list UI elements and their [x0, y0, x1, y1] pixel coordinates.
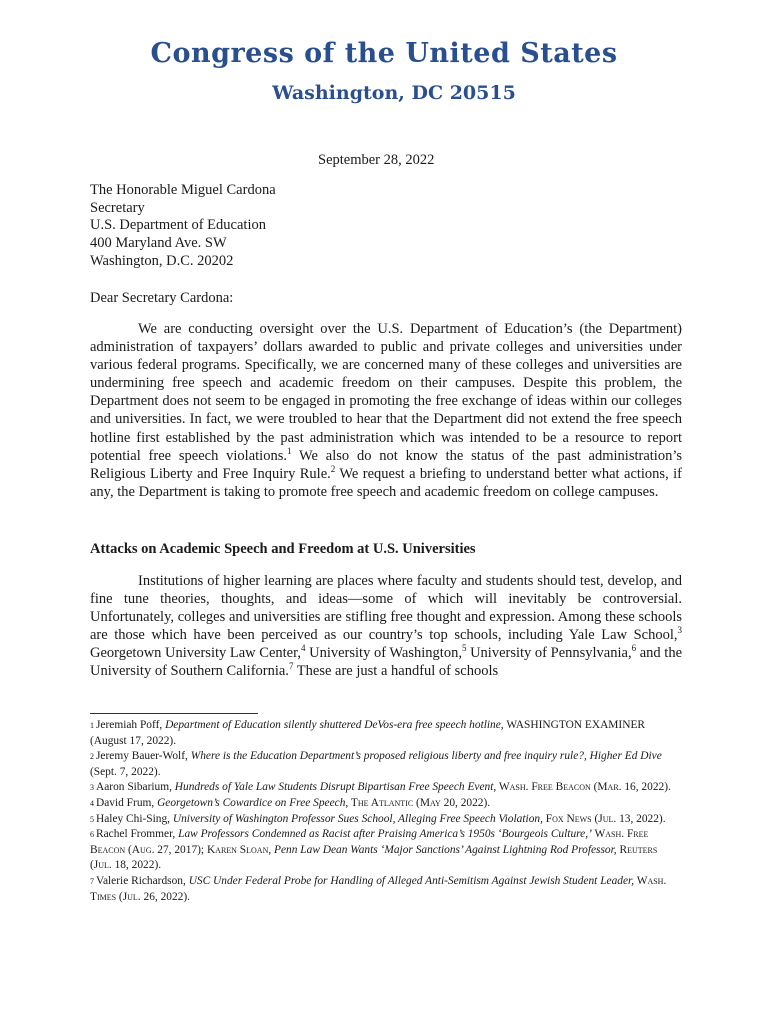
footnote-number: 2: [90, 752, 94, 762]
footnote-4: [90, 796, 680, 812]
footnote-number: 7: [90, 876, 94, 886]
footnote-2: [90, 749, 680, 780]
footnote-ref-5[interactable]: 5: [461, 643, 467, 654]
recipient-city: Washington, D.C. 20202: [90, 252, 234, 269]
para1-text-b: We also do not know the status of the past administration’s Religious Liberty and Free Inquiry Rule.: [90, 447, 682, 482]
footnote-title-2: Penn Law Dean Wants ‘Major Sanctions’ Against Lightning Rod Professor,: [274, 843, 617, 856]
para2-text-a: Institutions of higher learning are places where faculty and students should test, develop, and fine tune theories, thoughts, and ideas—some of which will inevitably be controversial. Unfortunately, colleges and universities are stifling free thought and expression. Among these schools are those which have been perceived as our country’s top schools, including Yale Law School,: [90, 573, 682, 644]
footnote-author: Valerie Richardson,: [96, 874, 189, 887]
footnote-title: Georgetown’s Cowardice on Free Speech,: [157, 796, 349, 809]
letterhead-subtitle: Washington, DC 20515: [272, 82, 516, 104]
footnote-source: Fox News (Jul. 13, 2022).: [542, 812, 666, 825]
footnote-author: Rachel Frommer,: [96, 828, 179, 841]
footnote-source: Wash. Free Beacon (Aug. 27, 2017); Karen Sloan,: [90, 828, 649, 856]
footnote-title: Hundreds of Yale Law Students Disrupt Bipartisan Free Speech Event,: [174, 781, 497, 794]
para1-text-a: We are conducting oversight over the U.S. Department of Education’s (the Department) administration of taxpayers’ dollars awarded to public and private colleges and universities under various federal programs. Specifically, we are concerned many of these colleges and universities are undermining free speech and academic freedom on their campuses. Despite this problem, the Department does not seem to be engaged in promoting the free exchange of ideas within our colleges and universities. In fact, we were troubled to hear that the Department did not extend the free speech hotline first established by the past administration which was intended to be a resource to report potential free speech violations.: [90, 321, 682, 464]
footnote-source: Wash. Free Beacon (Mar. 16, 2022).: [496, 781, 671, 794]
paragraph-attacks: [90, 572, 682, 681]
para2-text-d: University of Pennsylvania,: [466, 645, 632, 662]
footnote-7: [90, 874, 680, 905]
para2-text-f: These are just a handful of schools: [293, 663, 499, 680]
footnote-6: [90, 827, 680, 874]
footnote-source-2: Reuters (Jul. 18, 2022).: [90, 843, 658, 872]
para2-text-e: and the University of Southern California.: [90, 645, 683, 680]
recipient-department: U.S. Department of Education: [90, 217, 266, 234]
footnote-ref-7[interactable]: 7: [288, 661, 294, 672]
footnote-ref-1[interactable]: 1: [286, 445, 292, 456]
para2-text-c: University of Washington,: [305, 645, 462, 662]
section-heading: Attacks on Academic Speech and Freedom at U.S. Universities: [90, 541, 476, 557]
footnote-author: Jeremiah Poff,: [96, 719, 166, 731]
para2-text-b: Georgetown University Law Center,: [90, 645, 301, 662]
recipient-name: The Honorable Miguel Cardona: [90, 182, 276, 198]
footnote-1: [90, 718, 680, 749]
letter-date: September 28, 2022: [318, 152, 435, 168]
footnote-number: 4: [90, 798, 94, 808]
footnote-source: The Atlantic (May 20, 2022).: [348, 796, 491, 809]
footnote-source: Wash. Times (Jul. 26, 2022).: [90, 874, 667, 903]
footnote-ref-6[interactable]: 6: [631, 643, 637, 654]
footnote-ref-2[interactable]: 2: [330, 463, 336, 474]
footnote-ref-4[interactable]: 4: [300, 643, 306, 654]
footnote-author: David Frum,: [96, 796, 158, 809]
footnote-author: Jeremy Bauer-Wolf,: [96, 750, 191, 763]
letterhead-title: Congress of the United States: [150, 38, 618, 69]
salutation: Dear Secretary Cardona:: [90, 290, 234, 306]
footnote-title: USC Under Federal Probe for Handling of Alleged Anti-Semitism Against Jewish Student Leader,: [188, 874, 635, 887]
paragraph-intro: [90, 320, 682, 501]
footnote-3: [90, 780, 680, 796]
recipient-street: 400 Maryland Ave. SW: [90, 235, 227, 252]
footnote-title: Where is the Education Department’s proposed religious liberty and free inquiry rule?, Higher Ed Dive: [190, 750, 662, 763]
recipient-title: Secretary: [90, 199, 145, 216]
footnote-number: 1: [90, 721, 94, 730]
footnote-divider: [90, 713, 258, 714]
recipient-address: [90, 182, 276, 271]
footnote-source: WASHINGTON EXAMINER (August 17, 2022).: [90, 719, 645, 747]
footnote-ref-3[interactable]: 3: [677, 625, 682, 636]
footnote-title: Law Professors Condemned as Racist after Praising America’s 1950s ‘Bourgeois Culture,’: [178, 828, 592, 841]
footnote-title: Department of Education silently shuttered DeVos-era free speech hotline,: [165, 719, 504, 731]
footnote-5: [90, 812, 680, 828]
footnote-title: University of Washington Professor Sues School, Alleging Free Speech Violation,: [172, 812, 543, 825]
footnotes: [90, 718, 680, 905]
footnote-number: 5: [90, 814, 94, 824]
footnote-number: 3: [90, 783, 94, 793]
footnote-source: (Sept. 7, 2022).: [90, 765, 161, 778]
footnote-author: Aaron Sibarium,: [96, 781, 175, 794]
para1-text-c: We request a briefing to understand better what actions, if any, the Department is taking to promote free speech and academic freedom on college campuses.: [90, 465, 682, 500]
footnote-author: Haley Chi-Sing,: [96, 812, 173, 825]
footnote-number: 6: [90, 830, 94, 840]
